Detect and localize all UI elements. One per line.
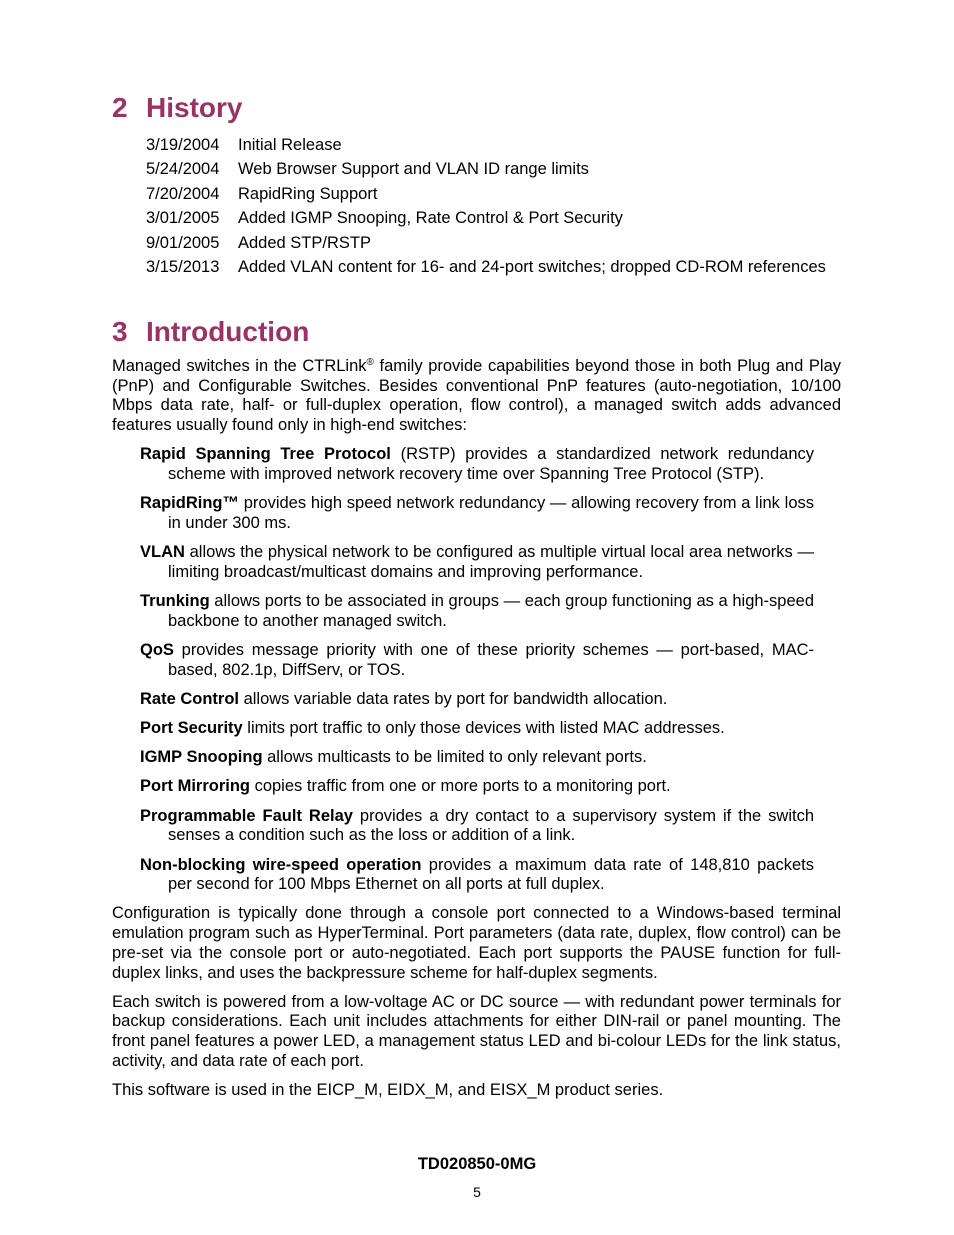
feature-desc: provides a dry contact to a supervisory system if the switch senses a condition such as the loss or addition of a link. — [168, 806, 815, 845]
feature-desc: allows ports to be associated in groups — each group functioning as a high-speed backbone to another managed switch. — [168, 592, 814, 630]
history-entry — [146, 134, 826, 158]
intro-text: Managed switches in the CTRLink — [112, 357, 367, 375]
history-entry — [146, 183, 826, 207]
history-entry — [146, 207, 826, 231]
feature-term: Trunking — [140, 592, 210, 611]
section-number: 2 — [112, 92, 128, 123]
intro-paragraph — [112, 357, 841, 436]
section-title: History — [146, 92, 243, 123]
feature-desc: limits port traffic to only those devices with listed MAC addresses. — [242, 719, 725, 738]
feature-item — [140, 719, 814, 739]
feature-term: IGMP Snooping — [140, 748, 263, 767]
history-date: 7/20/2004 — [146, 184, 220, 203]
footer-document-id: TD020850-0MG — [417, 1155, 537, 1173]
feature-term: Port Security — [140, 719, 243, 738]
feature-item — [140, 807, 814, 846]
feature-desc: provides high speed network redundancy — allowing recovery from a link loss in under 300 ms. — [168, 494, 814, 532]
history-entry — [146, 232, 826, 256]
section-title: Introduction — [146, 316, 310, 347]
history-date: 3/15/2013 — [146, 257, 220, 276]
feature-item — [140, 690, 814, 710]
history-date: 3/19/2004 — [146, 136, 220, 154]
history-text: Added VLAN content for 16- and 24-port switches; dropped CD-ROM references — [238, 257, 826, 276]
history-text: Initial Release — [238, 136, 342, 154]
feature-term: RapidRing™ — [140, 494, 239, 513]
feature-term: Rapid Spanning Tree Protocol — [140, 445, 391, 464]
section-heading-history — [112, 92, 242, 124]
feature-desc: allows the physical network to be configured as multiple virtual local area networks — limiting broadcast/multicast domains and improving performance. — [168, 543, 814, 581]
section-heading-introduction — [112, 316, 309, 348]
feature-item — [140, 856, 814, 895]
feature-desc: provides a maximum data rate of 148,810 packets per second for 100 Mbps Ethernet on all ports at full duplex. — [168, 855, 814, 894]
feature-item — [140, 777, 814, 797]
history-entry — [146, 158, 826, 182]
feature-item — [140, 543, 814, 582]
registered-mark: ® — [366, 357, 374, 368]
feature-term: QoS — [140, 640, 174, 659]
intro-paragraph: Configuration is typically done through a console port connected to a Windows-based terminal emulation program such as HyperTerminal. Port parameters (data rate, duplex, flow control) can be pre-set via the console port or auto-negotiated. Each port supports the PAUSE function for full-duplex links, and uses the backpressure scheme for half-duplex segments. — [112, 904, 841, 982]
history-text: RapidRing Support — [238, 184, 378, 203]
feature-term: Programmable Fault Relay — [140, 806, 353, 825]
history-text: Web Browser Support and VLAN ID range limits — [238, 160, 589, 179]
intro-paragraph: This software is used in the EICP_M, EIDX_M, and EISX_M product series. — [112, 1081, 664, 1100]
feature-item — [140, 641, 814, 680]
feature-term: Port Mirroring — [140, 777, 250, 796]
history-list — [146, 134, 826, 280]
introduction-body — [112, 357, 841, 1110]
footer-page-number: 5 — [473, 1184, 481, 1200]
intro-text: family provide capabilities beyond those in both Plug and Play (PnP) and Configurable Switches. Besides conventional PnP features (auto-negotiation, 10/100 Mbps data rate, half- or full-duplex operation, flow control), a managed switch adds advanced features usually found only in high-end switches: — [112, 357, 842, 435]
history-entry — [146, 256, 826, 280]
history-text: Added IGMP Snooping, Rate Control & Port Security — [238, 209, 623, 228]
feature-desc: provides message priority with one of these priority schemes — port-based, MAC-based, 802.1p, DiffServ, or TOS. — [168, 640, 814, 679]
history-date: 3/01/2005 — [146, 209, 220, 228]
feature-item — [140, 494, 814, 533]
feature-desc: (RSTP) provides a standardized network redundancy scheme with improved network recovery time over Spanning Tree Protocol (STP). — [168, 445, 815, 484]
feature-desc: allows variable data rates by port for bandwidth allocation. — [239, 689, 668, 708]
feature-item — [140, 748, 814, 768]
section-number: 3 — [112, 316, 128, 347]
history-text: Added STP/RSTP — [238, 233, 371, 252]
history-date: 9/01/2005 — [146, 233, 220, 252]
feature-desc: copies traffic from one or more ports to a monitoring port. — [250, 777, 671, 796]
history-date: 5/24/2004 — [146, 160, 220, 179]
feature-item — [140, 592, 814, 631]
feature-term: VLAN — [140, 543, 185, 562]
feature-item — [140, 445, 814, 484]
feature-desc: allows multicasts to be limited to only relevant ports. — [262, 748, 647, 767]
feature-term: Rate Control — [140, 689, 239, 708]
feature-term: Non-blocking wire-speed operation — [140, 855, 422, 874]
intro-paragraph: Each switch is powered from a low-voltage AC or DC source — with redundant power terminals for backup considerations. Each unit includes attachments for either DIN-rail or panel mounting. The front panel features a power LED, a management status LED and bi-colour LEDs for the link status, activity, and data rate of each port. — [112, 992, 841, 1070]
